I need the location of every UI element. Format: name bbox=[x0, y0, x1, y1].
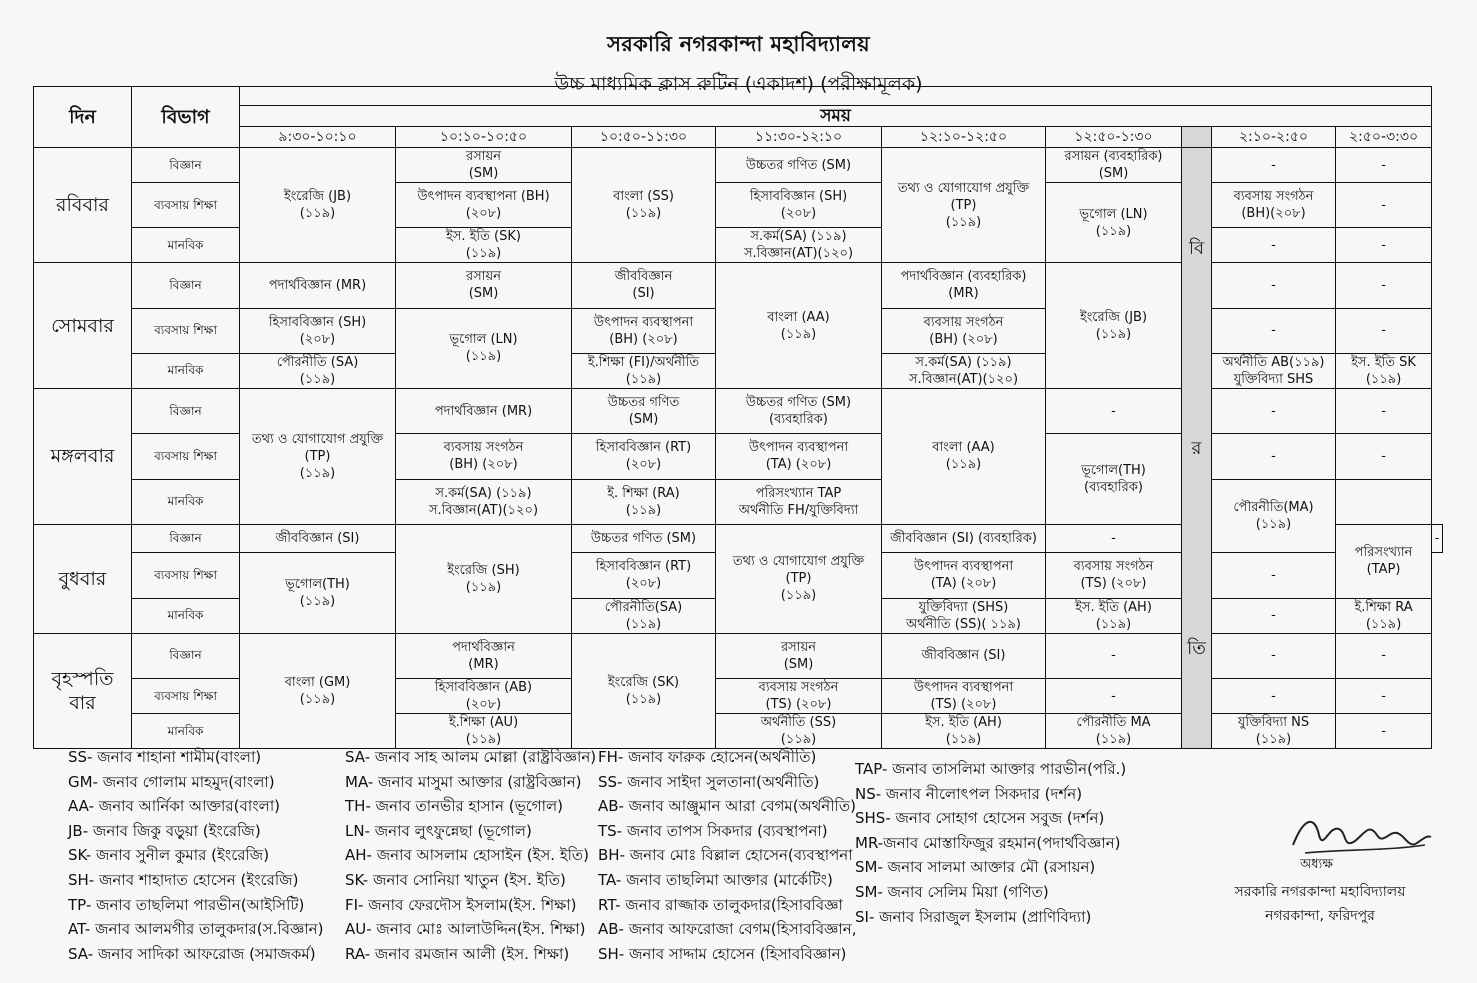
break-letter: র bbox=[1191, 437, 1202, 459]
class-cell: পদার্থবিজ্ঞান (ব্যবহারিক) (MR) bbox=[882, 263, 1046, 308]
class-cell: ভূগোল(TH) (১১৯) bbox=[240, 553, 396, 633]
department-cell: মানবিক bbox=[132, 714, 240, 749]
time-slot-row bbox=[34, 127, 1443, 148]
class-cell: পরিসংখ্যান TAP অর্থনীতি FH/যুক্তিবিদ্যা bbox=[716, 479, 882, 524]
class-cell: বাংলা (AA) (১১৯) bbox=[716, 263, 882, 389]
class-cell: উৎপাদন ব্যবস্থাপনা (BH) (২০৮) bbox=[396, 183, 572, 228]
class-cell: - bbox=[1046, 388, 1182, 433]
class-cell: হিসাববিজ্ঞান (AB) (২০৮) bbox=[396, 679, 572, 714]
routine-row bbox=[34, 148, 1443, 183]
class-cell: - bbox=[1336, 308, 1432, 353]
class-cell: ইংরেজি (JB) (১১৯) bbox=[240, 148, 396, 263]
department-cell: ব্যবসায় শিক্ষা bbox=[132, 434, 240, 479]
teacher-legend-item: SM- জনাব সালমা আক্তার মৌ (রসায়ন) bbox=[855, 858, 1096, 877]
college-title: সরকারি নগরকান্দা মহাবিদ্যালয় bbox=[607, 32, 870, 56]
class-cell: জীববিজ্ঞান (SI) (ব্যবহারিক) bbox=[882, 524, 1046, 552]
class-cell: বাংলা (SS) (১১৯) bbox=[572, 148, 716, 263]
class-cell: ই.শিক্ষা (FI)/অর্থনীতি (১১৯) bbox=[572, 353, 716, 388]
class-cell: অর্থনীতি AB(১১৯) যুক্তিবিদ্যা SHS bbox=[1212, 353, 1336, 388]
department-cell: ব্যবসায় শিক্ষা bbox=[132, 553, 240, 598]
class-cell: ইস. ইতি (AH) (১১৯) bbox=[882, 714, 1046, 749]
teacher-legend-item: FI- জনাব ফেরদৌস ইসলাম(ইস. শিক্ষা) bbox=[345, 895, 577, 914]
break-letter: বি bbox=[1188, 237, 1205, 259]
class-cell: উচ্চতর গণিত (SM) bbox=[572, 388, 716, 433]
teacher-legend-item: TAP- জনাব তাসলিমা আক্তার পারভীন(পরি.) bbox=[855, 760, 1127, 778]
class-cell: রসায়ন (ব্যবহারিক) (SM) bbox=[1046, 148, 1182, 183]
class-cell: - bbox=[1212, 633, 1336, 678]
class-cell: তথ্য ও যোগাযোগ প্রযুক্তি (TP) (১১৯) bbox=[240, 388, 396, 524]
class-cell: ভূগোল (LN) (১১৯) bbox=[396, 308, 572, 388]
department-cell: মানবিক bbox=[132, 479, 240, 524]
teacher-legend-item: GM- জনাব গোলাম মাহমুদ(বাংলা) bbox=[68, 772, 275, 791]
class-cell: রসায়ন (SM) bbox=[716, 633, 882, 678]
teacher-legend-item: AB- জনাব আফরোজা বেগম(হিসাববিজ্ঞান, bbox=[598, 920, 857, 939]
teacher-legend-item: SA- জনাব সাদিকা আফরোজ (সমাজকর্ম) bbox=[68, 944, 316, 963]
class-cell: ইস. ইতি (SK) (১১৯) bbox=[396, 228, 572, 263]
class-cell: ব্যবসায় সংগঠন (TS) (২০৮) bbox=[1046, 553, 1182, 598]
department-cell: বিজ্ঞান bbox=[132, 263, 240, 308]
class-cell: রসায়ন (SM) bbox=[396, 263, 572, 308]
class-cell: পদার্থবিজ্ঞান (MR) bbox=[240, 263, 396, 308]
class-cell bbox=[1336, 479, 1432, 524]
class-cell: হিসাববিজ্ঞান (RT) (২০৮) bbox=[572, 434, 716, 479]
class-cell: তথ্য ও যোগাযোগ প্রযুক্তি (TP) (১১৯) bbox=[716, 524, 882, 633]
day-cell: বুধবার bbox=[34, 524, 132, 633]
class-cell: - bbox=[1212, 308, 1336, 353]
department-cell: বিজ্ঞান bbox=[132, 388, 240, 433]
teacher-legend-item: MA- জনাব মাসুমা আক্তার (রাষ্ট্রবিজ্ঞান) bbox=[345, 772, 582, 791]
class-cell: - bbox=[1212, 263, 1336, 308]
teacher-legend-item: NS- জনাব নীলোৎপল সিকদার (দর্শন) bbox=[855, 784, 1083, 803]
teacher-legend-item: AA- জনাব আর্নিকা আক্তার(বাংলা) bbox=[68, 797, 281, 816]
class-cell: হিসাববিজ্ঞান (SH) (২০৮) bbox=[716, 183, 882, 228]
department-cell: মানবিক bbox=[132, 598, 240, 633]
class-cell: পৌরনীতি(MA) (১১৯) bbox=[1212, 479, 1336, 553]
class-cell: অর্থনীতি (SS) (১১৯) bbox=[716, 714, 882, 749]
routine-body bbox=[34, 148, 1443, 749]
class-cell: উৎপাদন ব্যবস্থাপনা (TA) (২০৮) bbox=[716, 434, 882, 479]
class-cell: - bbox=[1336, 633, 1432, 678]
time-slot-header: ১২:৫০-১:৩০ bbox=[1046, 127, 1182, 148]
time-slot-header: ১০:৫০-১১:৩০ bbox=[572, 127, 716, 148]
class-cell: ইংরেজি (JB) (১১৯) bbox=[1046, 263, 1182, 389]
class-cell: - bbox=[1336, 148, 1432, 183]
department-cell: ব্যবসায় শিক্ষা bbox=[132, 183, 240, 228]
routine-row bbox=[34, 633, 1443, 678]
class-cell: পৌরনীতি MA (১১৯) bbox=[1046, 714, 1182, 749]
day-cell: সোমবার bbox=[34, 263, 132, 389]
class-cell: - bbox=[1046, 633, 1182, 678]
teacher-legend-item: SK- জনাব সোনিয়া খাতুন (ইস. ইতি) bbox=[345, 870, 566, 889]
class-cell: উৎপাদন ব্যবস্থাপনা (TA) (২০৮) bbox=[882, 553, 1046, 598]
class-cell: - bbox=[1336, 263, 1432, 308]
teacher-legend-item: TP- জনাব তাছলিমা পারভীন(আইসিটি) bbox=[68, 895, 305, 914]
class-cell: পৌরনীতি(SA) (১১৯) bbox=[572, 598, 716, 633]
class-cell: - bbox=[1336, 388, 1432, 433]
class-cell: জীববিজ্ঞান (SI) bbox=[240, 524, 396, 552]
class-cell: পদার্থবিজ্ঞান (MR) bbox=[396, 633, 572, 678]
teacher-legend-item: TS- জনাব তাপস সিকদার (ব্যবস্থাপনা) bbox=[598, 821, 828, 840]
class-cell: - bbox=[1212, 679, 1336, 714]
teacher-legend-item: SS- জনাব শাহানা শামীম(বাংলা) bbox=[68, 748, 262, 766]
teacher-legend-col-3 bbox=[598, 745, 857, 966]
header-blank bbox=[240, 87, 1432, 106]
class-cell: জীববিজ্ঞান (SI) bbox=[572, 263, 716, 308]
header-department: বিভাগ bbox=[132, 87, 240, 148]
day-cell: মঙ্গলবার bbox=[34, 388, 132, 524]
department-cell: মানবিক bbox=[132, 353, 240, 388]
class-cell: - bbox=[1212, 553, 1336, 598]
teacher-legend-item: TH- জনাব তানভীর হাসান (ভূগোল) bbox=[345, 797, 563, 816]
class-cell: জীববিজ্ঞান (SI) bbox=[882, 633, 1046, 678]
teacher-legend-item: RT- জনাব রাজ্জাক তালুকদার(হিসাববিজ্ঞা bbox=[598, 895, 843, 914]
class-cell: - bbox=[1212, 228, 1336, 263]
time-slot-break bbox=[1182, 127, 1212, 148]
routine-row bbox=[34, 263, 1443, 308]
institution-location: নগরকান্দা, ফরিদপুর bbox=[1265, 908, 1375, 924]
teacher-legend-item: SHS- জনাব সোহাগ হোসেন সবুজ (দর্শন) bbox=[855, 809, 1105, 828]
break-column bbox=[1182, 148, 1212, 749]
class-cell: পরিসংখ্যান (TAP) bbox=[1336, 524, 1432, 598]
teacher-legend-item: AH- জনাব আসলাম হোসাইন (ইস. ইতি) bbox=[345, 846, 589, 865]
time-slot-header: ২:১০-২:৫০ bbox=[1212, 127, 1336, 148]
class-cell: যুক্তিবিদ্যা (SHS) অর্থনীতি (SS)( ১১৯) bbox=[882, 598, 1046, 633]
class-cell: বাংলা (GM) (১১৯) bbox=[240, 633, 396, 748]
class-cell: - bbox=[1046, 524, 1182, 552]
class-cell: - bbox=[1212, 434, 1336, 479]
teacher-legend-item: BH- জনাব মোঃ বিল্লাল হোসেন(ব্যবস্থাপনা bbox=[598, 846, 853, 865]
class-cell: - bbox=[1212, 388, 1336, 433]
class-cell: তথ্য ও যোগাযোগ প্রযুক্তি (TP) (১১৯) bbox=[882, 148, 1046, 263]
class-cell: - bbox=[1046, 679, 1182, 714]
teacher-legend-item: TA- জনাব তাছলিমা আক্তার (মার্কেটিং) bbox=[598, 870, 833, 889]
teacher-legend-item: AU- জনাব মোঃ আলাউদ্দিন(ইস. শিক্ষা) bbox=[345, 920, 586, 939]
class-cell: হিসাববিজ্ঞান (SH) (২০৮) bbox=[240, 308, 396, 353]
class-cell: ব্যবসায় সংগঠন (TS) (২০৮) bbox=[716, 679, 882, 714]
teacher-legend-item: SH- জনাব সাদ্দাম হোসেন (হিসাববিজ্ঞান) bbox=[598, 944, 847, 963]
class-cell: হিসাববিজ্ঞান (RT) (২০৮) bbox=[572, 553, 716, 598]
time-slot-header: ১২:১০-১২:৫০ bbox=[882, 127, 1046, 148]
class-cell: ইস. ইতি (AH) (১১৯) bbox=[1046, 598, 1182, 633]
time-slot-header: ১১:৩০-১২:১০ bbox=[716, 127, 882, 148]
class-cell: উৎপাদন ব্যবস্থাপনা (BH) (২০৮) bbox=[572, 308, 716, 353]
class-cell: ই.শিক্ষা RA (১১৯) bbox=[1336, 598, 1432, 633]
teacher-legend-item: SK- জনাব সুনীল কুমার (ইংরেজি) bbox=[68, 846, 270, 865]
class-cell: উচ্চতর গণিত (SM) bbox=[572, 524, 716, 552]
routine-row bbox=[34, 388, 1443, 433]
class-cell: - bbox=[1336, 228, 1432, 263]
class-cell: ব্যবসায় সংগঠন (BH) (২০৮) bbox=[396, 434, 572, 479]
time-slot-header: ১০:১০-১০:৫০ bbox=[396, 127, 572, 148]
header-time: সময় bbox=[240, 106, 1432, 127]
teacher-legend-item: LN- জনাব লুৎফুন্নেছা (ভূগোল) bbox=[345, 821, 532, 840]
teacher-legend-item: SA- জনাব সাহ আলম মোল্লা (রাষ্ট্রবিজ্ঞান) bbox=[345, 748, 597, 766]
department-cell: ব্যবসায় শিক্ষা bbox=[132, 308, 240, 353]
principal-role: অধ্যক্ষ bbox=[1300, 857, 1333, 872]
routine-subtitle: উচ্চ মাধ্যমিক ক্লাস রুটিন (একাদশ) (পরীক্ষামূলক) bbox=[554, 73, 923, 95]
class-cell: রসায়ন (SM) bbox=[396, 148, 572, 183]
teacher-legend-item: SM- জনাব সেলিম মিয়া (গণিত) bbox=[855, 882, 1049, 901]
class-cell: উৎপাদন ব্যবস্থাপনা (TS) (২০৮) bbox=[882, 679, 1046, 714]
department-cell: ব্যবসায় শিক্ষা bbox=[132, 679, 240, 714]
class-cell: ব্যবসায় সংগঠন (BH) (২০৮) bbox=[882, 308, 1046, 353]
teacher-legend-item: SI- জনাব সিরাজুল ইসলাম (প্রাণিবিদ্যা) bbox=[855, 907, 1092, 926]
class-routine-table bbox=[33, 86, 1443, 749]
class-cell: যুক্তিবিদ্যা NS (১১৯) bbox=[1212, 714, 1336, 749]
class-cell: ভূগোল (LN) (১১৯) bbox=[1046, 183, 1182, 263]
department-cell: বিজ্ঞান bbox=[132, 633, 240, 678]
teacher-legend-col-1 bbox=[68, 745, 323, 966]
class-cell: পৌরনীতি (SA) (১১৯) bbox=[240, 353, 396, 388]
class-cell: ইস. ইতি SK (১১৯) bbox=[1336, 353, 1432, 388]
institution-name: সরকারি নগরকান্দা মহাবিদ্যালয় bbox=[1234, 884, 1406, 900]
department-cell: বিজ্ঞান bbox=[132, 148, 240, 183]
class-cell: উচ্চতর গণিত (SM) (ব্যবহারিক) bbox=[716, 388, 882, 433]
department-cell: বিজ্ঞান bbox=[132, 524, 240, 552]
class-cell: বাংলা (AA) (১১৯) bbox=[882, 388, 1046, 524]
teacher-legend-item: JB- জনাব জিকু বড়ুয়া (ইংরেজি) bbox=[68, 821, 261, 840]
class-cell: ব্যবসায় সংগঠন (BH)(২০৮) bbox=[1212, 183, 1336, 228]
class-cell: স.কর্ম(SA) (১১৯) স.বিজ্ঞান(AT)(১২০) bbox=[882, 353, 1046, 388]
teacher-legend-item: SH- জনাব শাহাদাত হোসেন (ইংরেজি) bbox=[68, 870, 299, 889]
class-cell: ই. শিক্ষা (RA) (১১৯) bbox=[572, 479, 716, 524]
class-cell: - bbox=[1336, 714, 1432, 749]
time-slot-header: ২:৫০-৩:৩০ bbox=[1336, 127, 1432, 148]
class-cell: ইংরেজি (SK) (১১৯) bbox=[572, 633, 716, 748]
teacher-legend-item: FH- জনাব ফারুক হোসেন(অর্থনীতি) bbox=[598, 748, 817, 766]
class-cell: - bbox=[1336, 183, 1432, 228]
class-cell: স.কর্ম(SA) (১১৯) স.বিজ্ঞান(AT)(১২০) bbox=[716, 228, 882, 263]
class-cell: পদার্থবিজ্ঞান (MR) bbox=[396, 388, 572, 433]
day-cell: বৃহস্পতি বার bbox=[34, 633, 132, 748]
class-cell: স.কর্ম(SA) (১১৯) স.বিজ্ঞান(AT)(১২০) bbox=[396, 479, 572, 524]
class-cell: - bbox=[1212, 598, 1336, 633]
teacher-legend-col-2 bbox=[345, 745, 596, 966]
time-slot-header: ৯:৩০-১০:১০ bbox=[240, 127, 396, 148]
class-cell: - bbox=[1336, 679, 1432, 714]
teacher-legend-col-4 bbox=[855, 757, 1126, 929]
class-cell: - bbox=[1432, 524, 1443, 552]
header-day: দিন bbox=[34, 87, 132, 148]
class-cell: ইংরেজি (SH) (১১৯) bbox=[396, 524, 572, 633]
teacher-legend-item: SS- জনাব সাইদা সুলতানা(অর্থনীতি) bbox=[598, 772, 820, 791]
class-cell: ই.শিক্ষা (AU) (১১৯) bbox=[396, 714, 572, 749]
teacher-legend-item: RA- জনাব রমজান আলী (ইস. শিক্ষা) bbox=[345, 944, 570, 963]
teacher-legend-item: AB- জনাব আঞ্জুমান আরা বেগম(অর্থনীতি) bbox=[598, 797, 856, 816]
class-cell: ভূগোল(TH) (ব্যবহারিক) bbox=[1046, 434, 1182, 525]
class-cell: - bbox=[1336, 434, 1432, 479]
day-cell: রবিবার bbox=[34, 148, 132, 263]
teacher-legend-item: AT- জনাব আলমগীর তালুকদার(স.বিজ্ঞান) bbox=[68, 920, 324, 939]
department-cell: মানবিক bbox=[132, 228, 240, 263]
class-cell: - bbox=[1212, 148, 1336, 183]
teacher-legend-item: MR-জনাব মোস্তাফিজুর রহমান(পদার্থবিজ্ঞান) bbox=[855, 833, 1121, 852]
class-cell: উচ্চতর গণিত (SM) bbox=[716, 148, 882, 183]
principal-institution bbox=[1200, 880, 1440, 928]
break-letter: তি bbox=[1187, 637, 1206, 659]
